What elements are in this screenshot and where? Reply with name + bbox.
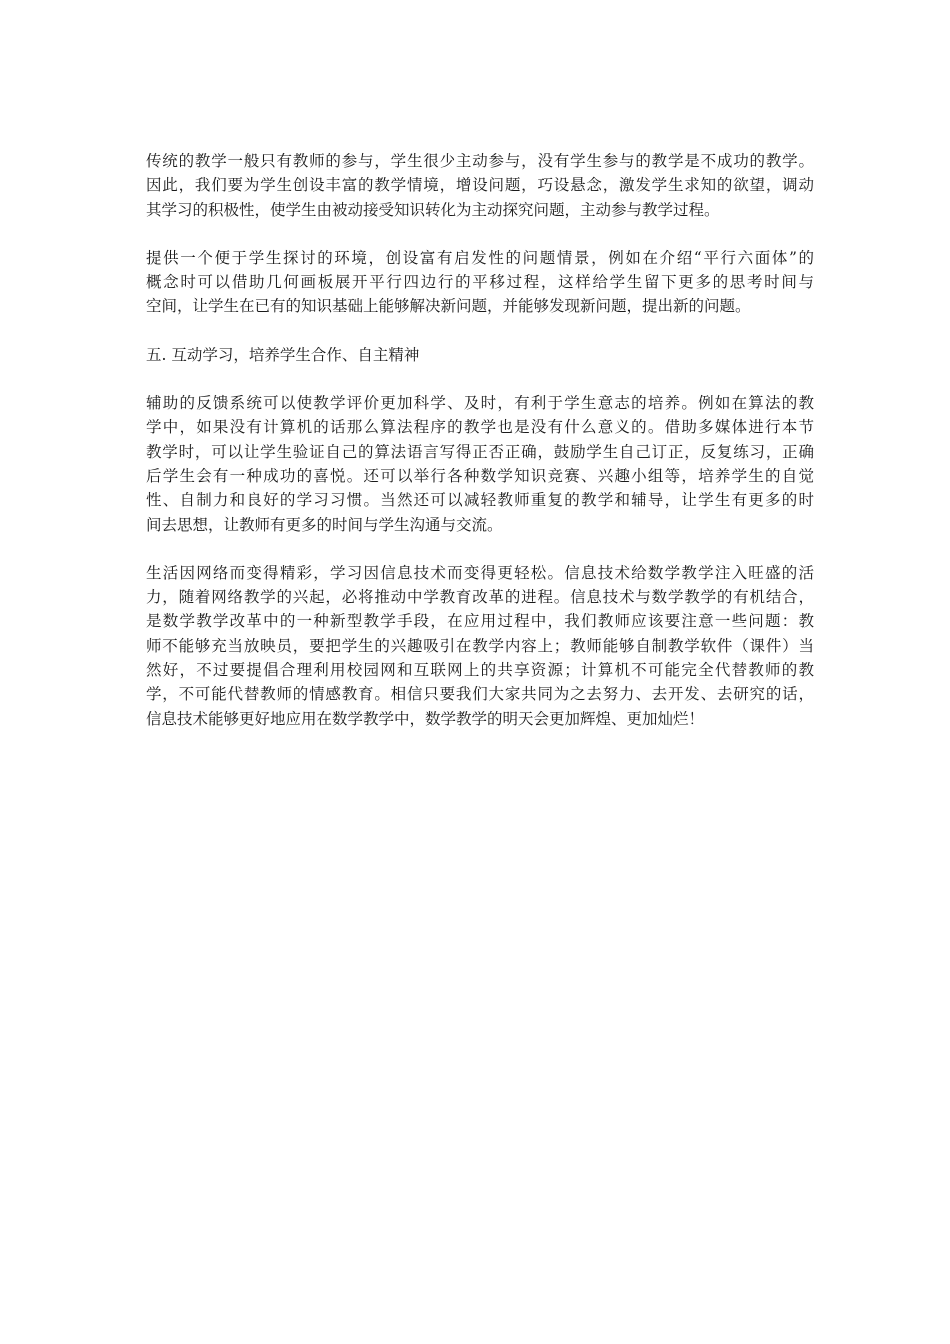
paragraph-spacer [146, 319, 814, 343]
paragraph-line: 提供一个便于学生探讨的环境，创设富有启发性的问题情景，例如在介绍“平行六面体”的 [146, 248, 814, 267]
paragraph-line: 空间，让学生在已有的知识基础上能够解决新问题，并能够发现新问题，提出新的问题。 [146, 297, 751, 316]
paragraph-line: 因此，我们要为学生创设丰富的教学情境，增设问题，巧设悬念，激发学生求知的欲望，调动 [146, 176, 814, 195]
paragraph-spacer [146, 537, 814, 561]
section-heading [146, 343, 814, 367]
paragraph-line: 教学时，可以让学生验证自己的算法语言写得正否正确，鼓励学生自己订正，反复练习，正确 [146, 442, 814, 461]
paragraph-line: 师不能够充当放映员，要把学生的兴趣吸引在教学内容上；教师能够自制教学软件（课件）当 [146, 636, 814, 655]
paragraph-spacer [146, 367, 814, 391]
paragraph-line: 辅助的反馈系统可以使教学评价更加科学、及时，有利于学生意志的培养。例如在算法的教 [146, 394, 814, 413]
paragraph-line: 后学生会有一种成功的喜悦。还可以举行各种数学知识竞赛、兴趣小组等，培养学生的自觉 [146, 466, 814, 485]
paragraph-line: 然好，不过要提倡合理利用校园网和互联网上的共享资源；计算机不可能完全代替教师的教 [146, 661, 814, 680]
paragraph-1 [146, 149, 814, 222]
paragraph-line: 生活因网络而变得精彩，学习因信息技术而变得更轻松。信息技术给数学教学注入旺盛的活 [146, 563, 814, 582]
paragraph-2 [146, 246, 814, 319]
paragraph-line: 信息技术能够更好地应用在数学教学中，数学教学的明天会更加辉煌、更加灿烂！ [146, 709, 705, 728]
section-heading-text: 五. 互动学习，培养学生合作、自主精神 [146, 345, 420, 364]
paragraph-3 [146, 391, 814, 537]
paragraph-line: 学，不可能代替教师的情感教育。相信只要我们大家共同为之去努力、去开发、去研究的话， [146, 685, 814, 704]
paragraph-line: 间去思想，让教师有更多的时间与学生沟通与交流。 [146, 515, 503, 534]
paragraph-line: 是数学教学改革中的一种新型教学手段，在应用过程中，我们教师应该要注意一些问题：教 [146, 612, 814, 631]
paragraph-line: 学中，如果没有计算机的话那么算法程序的教学也是没有什么意义的。借助多媒体进行本节 [146, 418, 814, 437]
paragraph-line: 传统的教学一般只有教师的参与，学生很少主动参与，没有学生参与的教学是不成功的教学。 [146, 152, 814, 170]
paragraph-spacer [146, 222, 814, 246]
paragraph-4 [146, 561, 814, 731]
paragraph-line: 性、自制力和良好的学习习惯。当然还可以减轻教师重复的教学和辅导，让学生有更多的时 [146, 491, 814, 510]
paragraph-line: 力，随着网络教学的兴起，必将推动中学教育改革的进程。信息技术与数学教学的有机结合， [146, 588, 814, 607]
document-body [146, 149, 814, 731]
paragraph-line: 概念时可以借助几何画板展开平行四边行的平移过程，这样给学生留下更多的思考时间与 [146, 273, 814, 292]
paragraph-line: 其学习的积极性，使学生由被动接受知识转化为主动探究问题，主动参与教学过程。 [146, 200, 720, 219]
